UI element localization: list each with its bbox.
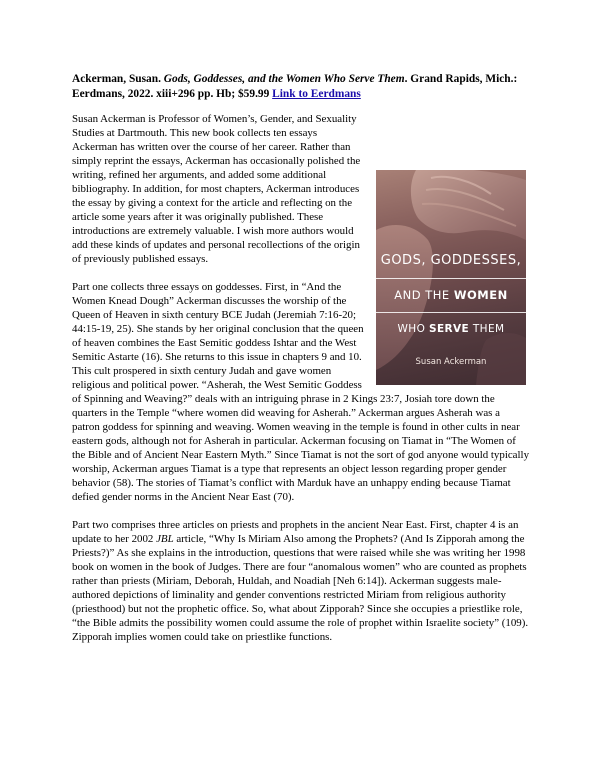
review-body	[72, 112, 530, 644]
citation-publication: . Grand Rapids, Mich.: Eerdmans, 2022. xiii+296 pp. Hb; $59.99	[72, 73, 518, 100]
eerdmans-link[interactable]: Link to Eerdmans	[272, 88, 361, 100]
citation-author: Ackerman, Susan.	[72, 73, 161, 85]
paragraph-goddesses: Part one collects three essays on goddesses. First, in “And the Women Knead Dough” Ackerman discusses the worship of the Queen of Heaven in sixth century BCE Judah (Jeremiah 7:16-20; 44:15-19, 25). She stands by her original conclusion that the queen of heaven combines the East Semitic goddess Ishtar and the West Semitic Astarte (16). She returns to this issue in chapters 9 and 10. This cult prospered in sixth century Judah and gave women religious and political power. “Asherah, the West Semitic Goddess of Spinning and Weaving?” deals with an intriguing phrase in 2 Kings 23:7, Josiah tore down the quarters in the Temple “where women did weaving for Asherah.” Ackerman argues Asherah was a patron goddess for spinning and weaving. Women weaving in the temple is found in other cults in near eastern gods, although not for Asherah in particular. Ackerman focusing on Tiamat in “The Women of the Bible and of Ancient Near Eastern Myth.” Since Tiamat is not the sort of god anyone would typically worship, Ackerman argues Tiamat is a type that represents an object lesson regarding proper gender behavior (58). The stories of Tiamat’s conflict with Marduk have an unhappy ending because Tiamat defied gender norms in the Ancient Near East (70).	[72, 281, 530, 503]
cover-rule	[376, 312, 526, 313]
cover-rule	[376, 278, 526, 279]
citation-header	[72, 72, 522, 102]
cover-title-line-3: WHO SERVE THEM	[397, 323, 505, 335]
paragraph-intro: Susan Ackerman is Professor of Women’s, Gender, and Sexuality Studies at Dartmouth. This new book collects ten essays Ackerman has written over the course of her career. Rather than simply reprint the essays, Ackerman has occasionally polished the writing, refined her arguments, and added some additional bibliography. In addition, for most chapters, Ackerman introduces the essay by giving a context for the article and reflecting on the article some years after it was originally published. These introductions are extremely valuable. I wish more authors would add these kinds of updates and personal recollections of the origin of previously published essays.	[72, 113, 361, 265]
citation-title: Gods, Goddesses, and the Women Who Serve Them	[163, 73, 405, 85]
cover-title-line-2: AND THE WOMEN	[394, 288, 508, 302]
cover-author: Susan Ackerman	[415, 357, 487, 367]
book-cover-image	[376, 170, 526, 385]
cover-title-line-1: GODS, GODDESSES,	[380, 253, 522, 268]
paragraph-priests-prophets: Part two comprises three articles on priests and prophets in the ancient Near East. First, chapter 4 is an update to her 2002 JBL article, “Why Is Miriam Also among the Prophets? (And Is Zipporah among the Priests?)” As she explains in the introduction, questions that were raised while she was writing her 1998 book on women in the book of Judges. There are four “anomalous women” who are counted as prophets rather than priests (Miriam, Deborah, Huldah, and Noadiah [Neh 6:14]). Ackerman suggests male-authored depictions of liminality and gender conventions restricted Miriam from religious authority (priesthood) but not the prophetic office. So, what about Zipporah? Since she occupies a priestlike role, “the Bible admits the possibility women could assume the role of prophet within Israelite society” (109). Zipporah implies women could take on priestlike functions.	[72, 519, 529, 643]
